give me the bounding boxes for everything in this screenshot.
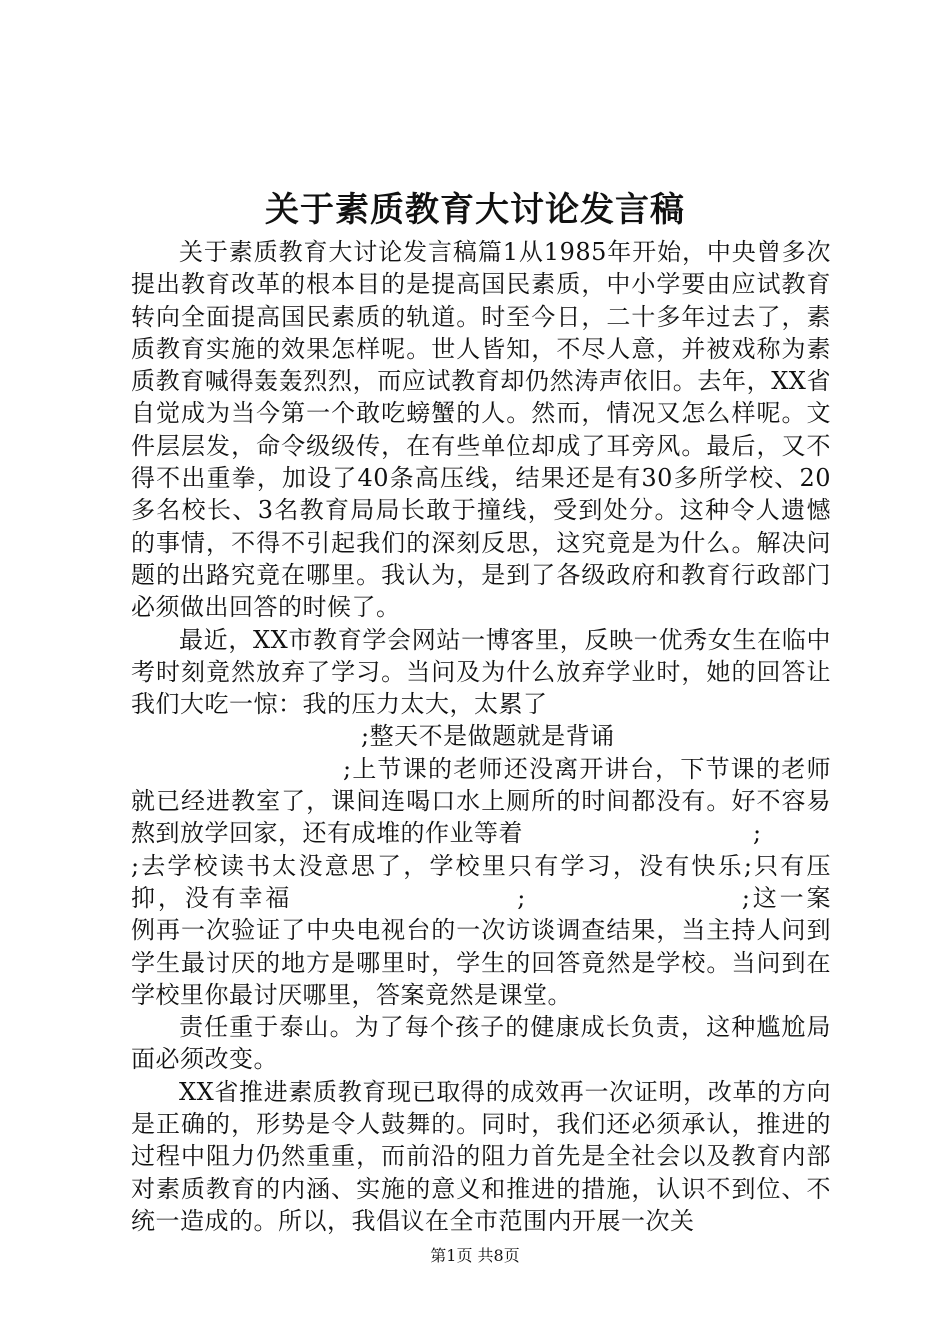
paragraph-2-part-c <box>131 753 831 850</box>
paragraph-2-part-d <box>131 850 831 1011</box>
paragraph-2-part-a: 最近，XX市教育学会网站一博客里，反映一优秀女生在临中考时刻竟然放弃了学习。当问及为什么放弃学业时，她的回答让我们大吃一惊：我的压力太大，太累了 <box>131 625 831 719</box>
fragment-text: ;整天不是做题就是背诵 <box>361 722 615 751</box>
fragment-text: ;上节课的老师还没离开讲台，下节课的老师就已经进教室了，课间连喝口水上厕所的时间都没有。好不容易熬到放学回家，还有成堆的作业等着 <box>131 754 831 848</box>
paragraph-3: 责任重于泰山。为了每个孩子的健康成长负责，这种尴尬局面必须改变。 <box>131 1013 831 1074</box>
document-title: 关于素质教育大讨论发言稿 <box>265 190 685 230</box>
paragraph-1: 关于素质教育大讨论发言稿篇1从1985年开始，中央曾多次提出教育改革的根本目的是提高国民素质，中小学要由应试教育转向全面提高国民素质的轨道。时至今日，二十多年过去了，素质教育实施的效果怎样呢。世人皆知，不尽人意，并被戏称为素质教育喊得轰轰烈烈，而应试教育却仍然涛声依旧。去年，XX省自觉成为当今第一个敢吃螃蟹的人。然而，情况又怎么样呢。文件层层发，命令级级传，在有些单位却成了耳旁风。最后，又不得不出重拳，加设了40条高压线，结果还是有30多所学校、20多名校长、3名教育局局长敢于撞线，受到处分。这种令人遗憾的事情，不得不引起我们的深刻反思，这究竟是为什么。解决问题的出路究竟在哪里。我认为，是到了各级政府和教育行政部门必须做出回答的时候了。 <box>131 238 831 622</box>
fragment-text: ;这一案例再一次验证了中央电视台的一次访谈调查结果，当主持人问到学生最讨厌的地方是哪里时，学生的回答竟然是学校。当问到在学校里你最讨厌哪里，答案竟然是课堂。 <box>131 883 832 1009</box>
document-body <box>131 236 831 1237</box>
paragraph-4: XX省推进素质教育现已取得的成效再一次证明，改革的方向是正确的，形势是令人鼓舞的。同时，我们还必须承认，推进的过程中阻力仍然重重，而前沿的阻力首先是全社会以及教育内部对素质教育的内涵、实施的意义和推进的措施，认识不到位、不统一造成的。所以，我倡议在全市范围内开展一次关 <box>131 1077 831 1235</box>
fragment-text: ;去学校读书太没意思了，学校里只有学习，没有快乐;只有压抑，没有幸福 <box>131 851 831 912</box>
page-footer: 第1页 共8页 <box>430 1246 520 1265</box>
fragment-mid: ; <box>517 883 526 912</box>
paragraph-2-part-b <box>131 720 831 752</box>
fragment-tail: ; <box>753 819 762 848</box>
